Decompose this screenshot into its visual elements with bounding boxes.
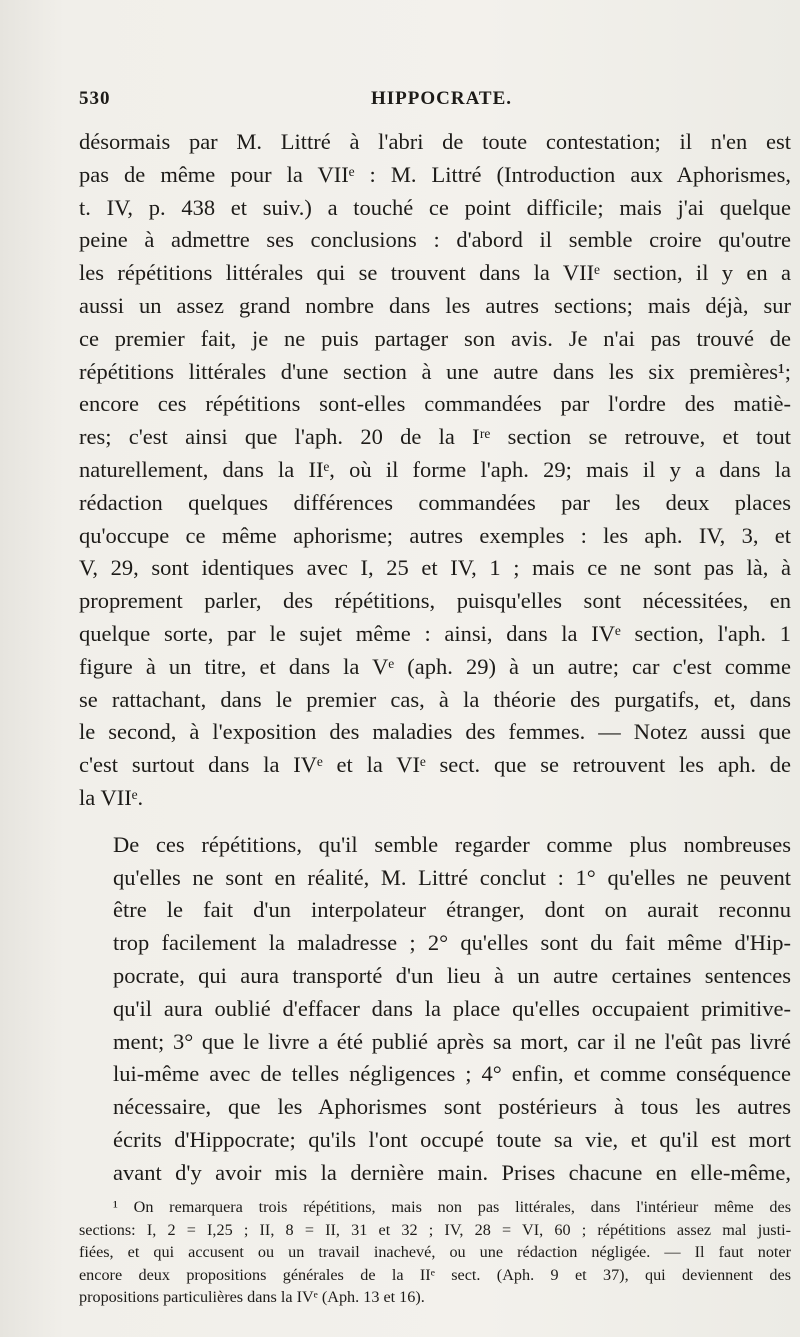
footnote-line: fiées, et qui accusent ou un travail inachevé, ou une rédaction négligée. — Il faut noter: [79, 1243, 791, 1261]
page-number: 530: [79, 88, 111, 109]
text-line: c'est surtout dans la IVᵉ et la VIᵉ sect. que se retrouvent les aph. de: [79, 752, 791, 778]
text-line: ment; 3° que le livre a été publié après sa mort, car il ne l'eût pas livré: [113, 1028, 791, 1054]
text-line: encore ces répétitions sont-elles commandées par l'ordre des matiè-: [79, 391, 791, 417]
text-line: qu'occupe ce même aphorisme; autres exemples : les aph. IV, 3, et: [79, 522, 791, 548]
text-line: ce premier fait, je ne puis partager son avis. Je n'ai pas trouvé de: [79, 325, 791, 351]
text-line: la VIIᵉ.: [79, 784, 144, 810]
text-line: le second, à l'exposition des maladies des femmes. — Notez aussi que: [79, 719, 791, 745]
text-line: naturellement, dans la IIᵉ, où il forme l'aph. 29; mais il y a dans la: [79, 456, 791, 482]
text-line: figure à un titre, et dans la Vᵉ (aph. 29) à un autre; car c'est comme: [79, 653, 791, 679]
paragraph-1: [79, 126, 791, 815]
footnote-line: sections: I, 2 = I,25 ; II, 8 = II, 31 et 32 ; IV, 28 = VI, 60 ; répétitions assez mal justi-: [79, 1220, 791, 1239]
text-line: qu'elles ne sont en réalité, M. Littré conclut : 1° qu'elles ne peuvent: [113, 864, 791, 890]
paragraph-2: [79, 829, 791, 1190]
running-head: HIPPOCRATE.: [371, 88, 513, 109]
text-line: nécessaire, que les Aphorismes sont postérieurs à tous les autres: [113, 1094, 791, 1120]
main-text: [79, 126, 791, 1190]
footnote-line: encore deux propositions générales de la IIᵉ sect. (Aph. 9 et 37), qui deviennent des: [79, 1265, 791, 1284]
text-line: qu'il aura oublié d'effacer dans la place qu'elles occupaient primitive-: [113, 995, 791, 1021]
text-line: écrits d'Hippocrate; qu'ils l'ont occupé toute sa vie, et qu'il est mort: [113, 1126, 791, 1152]
text-line: De ces répétitions, qu'il semble regarder comme plus nombreuses: [113, 831, 791, 857]
text-line: désormais par M. Littré à l'abri de toute contestation; il n'en est: [79, 129, 791, 154]
footnote: [79, 1196, 791, 1309]
text-line: proprement parler, des répétitions, puisqu'elles sont nécessitées, en: [79, 588, 791, 614]
text-line: V, 29, sont identiques avec I, 25 et IV, 1 ; mais ce ne sont pas là, à: [79, 555, 791, 581]
text-line: se rattachant, dans le premier cas, à la théorie des purgatifs, et, dans: [79, 686, 791, 712]
text-line: trop facilement la maladresse ; 2° qu'elles sont du fait même d'Hip-: [113, 930, 791, 956]
page-header: [79, 88, 779, 114]
text-line: rédaction quelques différences commandées par les deux places: [79, 489, 791, 515]
text-line: res; c'est ainsi que l'aph. 20 de la Iʳᵉ section se retrouve, et tout: [79, 424, 791, 450]
text-line: peine à admettre ses conclusions : d'abord il semble croire qu'outre: [79, 227, 791, 253]
text-line: lui-même avec de telles négligences ; 4° enfin, et comme conséquence: [113, 1061, 791, 1087]
text-line: avant d'y avoir mis la dernière main. Prises chacune en elle-même,: [113, 1159, 791, 1185]
footnote-line: propositions particulières dans la IVᵉ (Aph. 13 et 16).: [79, 1288, 425, 1306]
text-line: répétitions littérales d'une section à une autre dans les six premières¹;: [79, 358, 791, 384]
text-line: t. IV, p. 438 et suiv.) a touché ce point difficile; mais j'ai quelque: [79, 194, 791, 220]
footnote-line: ¹ On remarquera trois répétitions, mais non pas littérales, dans l'intérieur même des: [113, 1198, 791, 1216]
text-line: quelque sorte, par le sujet même : ainsi, dans la IVᵉ section, l'aph. 1: [79, 620, 791, 646]
text-line: aussi un assez grand nombre dans les autres sections; mais déjà, sur: [79, 292, 791, 318]
text-line: être le fait d'un interpolateur étranger, dont on aurait reconnu: [113, 897, 791, 923]
text-line: pocrate, qui aura transporté d'un lieu à un autre certaines sentences: [113, 962, 791, 988]
text-line: les répétitions littérales qui se trouvent dans la VIIᵉ section, il y en a: [79, 260, 791, 286]
text-line: pas de même pour la VIIᵉ : M. Littré (Introduction aux Aphorismes,: [79, 161, 791, 187]
